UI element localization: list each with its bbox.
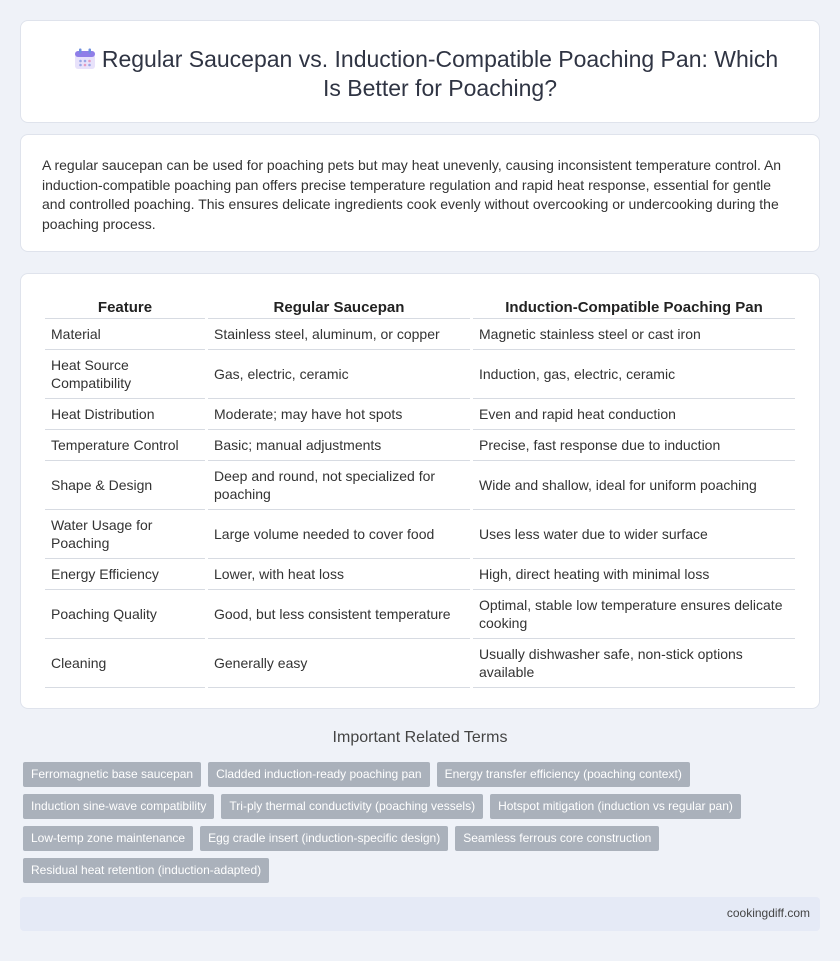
table-row bbox=[45, 559, 795, 590]
table-cell: Uses less water due to wider surface bbox=[473, 510, 795, 559]
related-term-tag[interactable]: Tri-ply thermal conductivity (poaching vessels) bbox=[221, 794, 483, 819]
table-cell: Stainless steel, aluminum, or copper bbox=[208, 319, 470, 350]
table-cell: Good, but less consistent temperature bbox=[208, 590, 470, 639]
related-term-tag[interactable]: Egg cradle insert (induction-specific design) bbox=[200, 826, 448, 851]
title-card bbox=[20, 20, 820, 123]
column-header: Induction-Compatible Poaching Pan bbox=[473, 295, 795, 319]
table-cell: Optimal, stable low temperature ensures delicate cooking bbox=[473, 590, 795, 639]
comparison-card bbox=[20, 273, 820, 709]
table-cell: Water Usage for Poaching bbox=[45, 510, 205, 559]
related-term-tag[interactable]: Ferromagnetic base saucepan bbox=[23, 762, 201, 787]
table-cell: Induction, gas, electric, ceramic bbox=[473, 350, 795, 399]
intro-card bbox=[20, 134, 820, 252]
table-header-row bbox=[45, 295, 795, 319]
table-row bbox=[45, 590, 795, 639]
table-cell: Poaching Quality bbox=[45, 590, 205, 639]
table-row bbox=[45, 461, 795, 510]
table-cell: High, direct heating with minimal loss bbox=[473, 559, 795, 590]
related-term-tag[interactable]: Residual heat retention (induction-adapted) bbox=[23, 858, 269, 883]
related-terms-list bbox=[23, 762, 783, 890]
footer bbox=[20, 897, 820, 931]
table-cell: Material bbox=[45, 319, 205, 350]
page-title: Regular Saucepan vs. Induction-Compatible Poaching Pan: Which Is Better for Poaching? bbox=[101, 46, 779, 101]
related-term-tag[interactable]: Energy transfer efficiency (poaching context) bbox=[437, 762, 690, 787]
table-cell: Gas, electric, ceramic bbox=[208, 350, 470, 399]
calendar-icon bbox=[73, 47, 97, 71]
table-cell: Large volume needed to cover food bbox=[208, 510, 470, 559]
table-cell: Shape & Design bbox=[45, 461, 205, 510]
table-row bbox=[45, 639, 795, 688]
table-cell: Usually dishwasher safe, non-stick options available bbox=[473, 639, 795, 688]
column-header: Regular Saucepan bbox=[208, 295, 470, 319]
table-cell: Energy Efficiency bbox=[45, 559, 205, 590]
table-row bbox=[45, 430, 795, 461]
table-cell: Temperature Control bbox=[45, 430, 205, 461]
table-row bbox=[45, 319, 795, 350]
related-term-tag[interactable]: Low-temp zone maintenance bbox=[23, 826, 193, 851]
table-cell: Moderate; may have hot spots bbox=[208, 399, 470, 430]
table-cell: Precise, fast response due to induction bbox=[473, 430, 795, 461]
table-cell: Wide and shallow, ideal for uniform poaching bbox=[473, 461, 795, 510]
intro-paragraph: A regular saucepan can be used for poaching pets but may heat unevenly, causing inconsistent temperature control. An induction-compatible poaching pan offers precise temperature regulation and rapid heat response, essential for gentle and controlled poaching. This ensures delicate ingredients cook evenly without overcooking or undercooking during the poaching process. bbox=[42, 157, 782, 232]
footer-site-link[interactable]: cookingdiff.com bbox=[726, 906, 810, 920]
table-cell: Deep and round, not specialized for poaching bbox=[208, 461, 470, 510]
related-term-tag[interactable]: Seamless ferrous core construction bbox=[455, 826, 659, 851]
table-cell: Generally easy bbox=[208, 639, 470, 688]
table-row bbox=[45, 350, 795, 399]
column-header: Feature bbox=[45, 295, 205, 319]
related-term-tag[interactable]: Cladded induction-ready poaching pan bbox=[208, 762, 429, 787]
table-cell: Basic; manual adjustments bbox=[208, 430, 470, 461]
table-cell: Magnetic stainless steel or cast iron bbox=[473, 319, 795, 350]
table-cell: Heat Source Compatibility bbox=[45, 350, 205, 399]
related-term-tag[interactable]: Hotspot mitigation (induction vs regular pan) bbox=[490, 794, 741, 819]
table-row bbox=[45, 399, 795, 430]
table-cell: Even and rapid heat conduction bbox=[473, 399, 795, 430]
table-row bbox=[45, 510, 795, 559]
related-terms-title: Important Related Terms bbox=[332, 729, 508, 746]
comparison-table bbox=[42, 295, 798, 688]
table-cell: Lower, with heat loss bbox=[208, 559, 470, 590]
table-cell: Cleaning bbox=[45, 639, 205, 688]
related-term-tag[interactable]: Induction sine-wave compatibility bbox=[23, 794, 214, 819]
table-cell: Heat Distribution bbox=[45, 399, 205, 430]
